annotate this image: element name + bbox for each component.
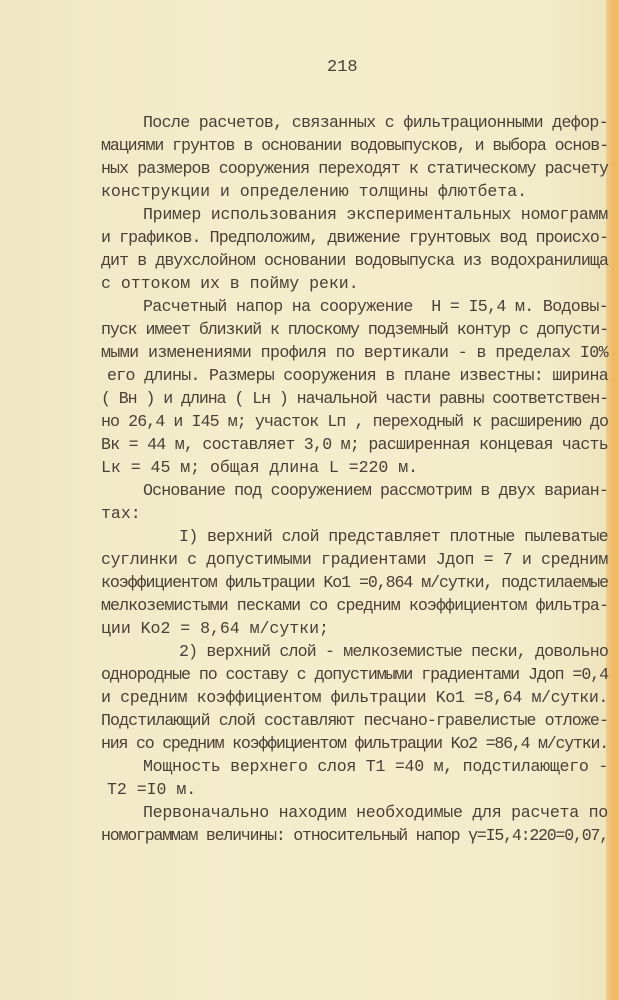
text-line: Lк = 45 м; общая длина L =220 м. [101, 458, 419, 477]
text-line: но 26,4 и I45 м; участок Lп , переходный к расширению до [101, 412, 608, 431]
page-number: 218 [327, 58, 358, 77]
text-line: ции Ko2 = 8,64 м/сутки; [101, 619, 329, 638]
text-line: пуск имеет близкий к плоскому подземный контур с допусти- [101, 320, 608, 339]
text-line: Основание под сооружением рассмотрим в двух вариан- [143, 481, 608, 500]
text-line: и графиков. Предположим, движение грунтовых вод происхо- [101, 228, 608, 247]
text-line: 2) верхний слой - мелкоземистые пески, довольно [179, 642, 608, 661]
text-line: конструкции и определению толщины флютбета. [101, 182, 528, 201]
text-line: ( Bн ) и длина ( Lн ) начальной части равны соответствен- [101, 389, 608, 408]
text-line: Подстилающий слой составляют песчано-гравелистые отложе- [101, 711, 608, 730]
text-line: ных размеров сооружения переходят к статическому расчету [101, 159, 608, 178]
text-line: I) верхний слой представляет плотные пылеватые [179, 527, 608, 546]
text-line: T2 =I0 м. [107, 780, 197, 799]
text-line: однородные по составу с допустимыми градиентами Jдоп =0,4 [101, 665, 608, 684]
text-line: мыми изменениями профиля по вертикали - в пределах I0% [101, 343, 608, 362]
text-line: мациями грунтов в основании водовыпусков, и выбора основ- [101, 136, 608, 155]
text-line: ния со средним коэффициентом фильтрации Ko2 =86,4 м/сутки. [101, 734, 608, 753]
text-line: тах: [101, 504, 141, 523]
text-line: Первоначально находим необходимые для расчета по [143, 803, 608, 822]
text-line: После расчетов, связанных с фильтрационными дефор- [143, 113, 608, 132]
text-line: суглинки с допустимыми градиентами Jдоп = 7 и средним [101, 550, 608, 569]
text-line: коэффициентом фильтрации Ko1 =0,864 м/сутки, подстилаемые [101, 573, 608, 592]
text-line: его длины. Размеры сооружения в плане известны: ширина [107, 366, 608, 385]
text-line: Пример использования экспериментальных номограмм [143, 205, 608, 224]
text-line: дит в двухслойном основании водовыпуска из водохранилища [101, 251, 608, 270]
text-line: мелкоземистыми песками со средним коэффициентом фильтра- [101, 596, 608, 615]
text-line: Bк = 44 м, составляет 3,0 м; расширенная концевая часть [101, 435, 608, 454]
text-line: Расчетный напор на сооружение H = I5,4 м. Водовы- [143, 297, 608, 316]
text-line: и средним коэффициентом фильтрации Ko1 =8,64 м/сутки. [101, 688, 608, 707]
text-line: номограммам величины: относительный напор γ=I5,4:220=0,07, [101, 826, 608, 845]
text-line: с оттоком их в пойму реки. [101, 274, 359, 293]
text-line: Мощность верхнего слоя T1 =40 м, подстилающего - [143, 757, 608, 776]
